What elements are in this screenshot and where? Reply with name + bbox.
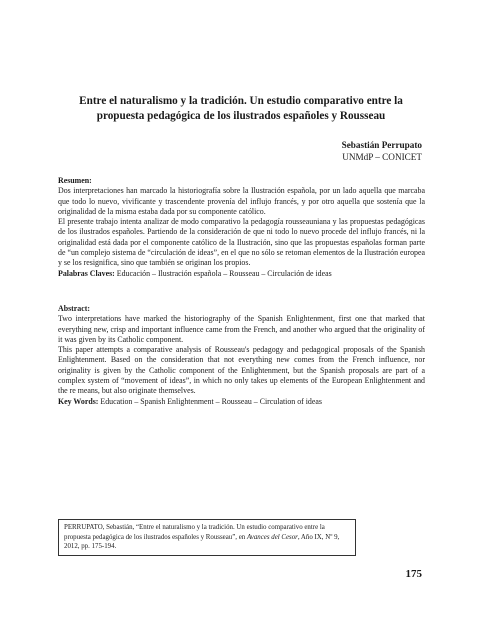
resumen-keywords-label: Palabras Claves: [58, 268, 115, 278]
resumen-section [58, 176, 425, 279]
resumen-keywords-text: Educación – Ilustración española – Rousseau – Circulación de ideas [116, 268, 332, 278]
citation-text: PERRUPATO, Sebastián, “Entre el naturalismo y la tradición. Un estudio comparativo entre la propuesta pedagógica de los ilustrados españoles y Rousseau”, en [64, 524, 325, 541]
title-line-1: Entre el naturalismo y la tradición. Un estudio comparativo entre la [79, 95, 403, 107]
abstract-heading: Abstract: [58, 304, 90, 313]
abstract-keywords-text: Education – Spanish Enlightenment – Rousseau – Circulation of ideas [100, 396, 322, 406]
abstract-paragraph-1: Two interpretations have marked the historiography of the Spanish Enlightenment, first one that marked that everything new, crisp and important influence came from the French, and another who argued that the originality of it was given by its Catholic component. [58, 314, 425, 344]
resumen-keywords [58, 269, 425, 279]
abstract-keywords-label: Key Words: [58, 396, 99, 406]
resumen-paragraph-2: El presente trabajo intenta analizar de modo comparativo la pedagogía rousseauniana y las propuestas pedagógicas de los ilustrados españoles. Partiendo de la consideración de que ni todo lo nuevo procede del influjo francés, ni la originalidad está dada por el componente católico de la Ilustración, sino que las propuestas españolas forman parte de “un complejo sistema de “circulación de ideas”, en el que no sólo se retoman elementos de la Ilustración europea y se los resignifica, sino que también se originan los propios. [58, 217, 425, 268]
title-line-2: propuesta pedagógica de los ilustrados españoles y Rousseau [96, 110, 386, 122]
resumen-heading: Resumen: [58, 176, 92, 185]
resumen-paragraph-1: Dos interpretaciones han marcado la historiografía sobre la Ilustración española, por un lado aquella que marcaba que todo lo nuevo, vivificante y trascendente provenía del influjo francés, y por otro aquella que sostenía que la originalidad de la misma estaba dada por su componente católico. [58, 186, 425, 216]
page-number: 175 [405, 568, 422, 580]
citation-journal: Avances del Cesor [246, 533, 298, 541]
abstract-paragraph-2: This paper attempts a comparative analysis of Rousseau's pedagogy and pedagogical proposals of the Spanish Enlightenment. Based on the consideration that not everything new comes from the French influence, nor originality is given by the Catholic component of the Enlightenment, but the Spanish proposals are part of a complex system of “movement of ideas”, in which no only takes up elements of the European Enlightenment and the re means, but also originate themselves. [58, 345, 425, 396]
article-title [60, 94, 422, 124]
abstract-keywords [58, 397, 425, 407]
author-block [342, 139, 422, 163]
citation-box [58, 519, 356, 556]
abstract-section [58, 304, 425, 407]
author-affiliation: UNMdP – CONICET [342, 152, 422, 162]
citation-tail: , Año IX, Nº 9, 2012, pp. 175-194. [64, 533, 340, 551]
author-name: Sebastián Perrupato [341, 140, 422, 150]
